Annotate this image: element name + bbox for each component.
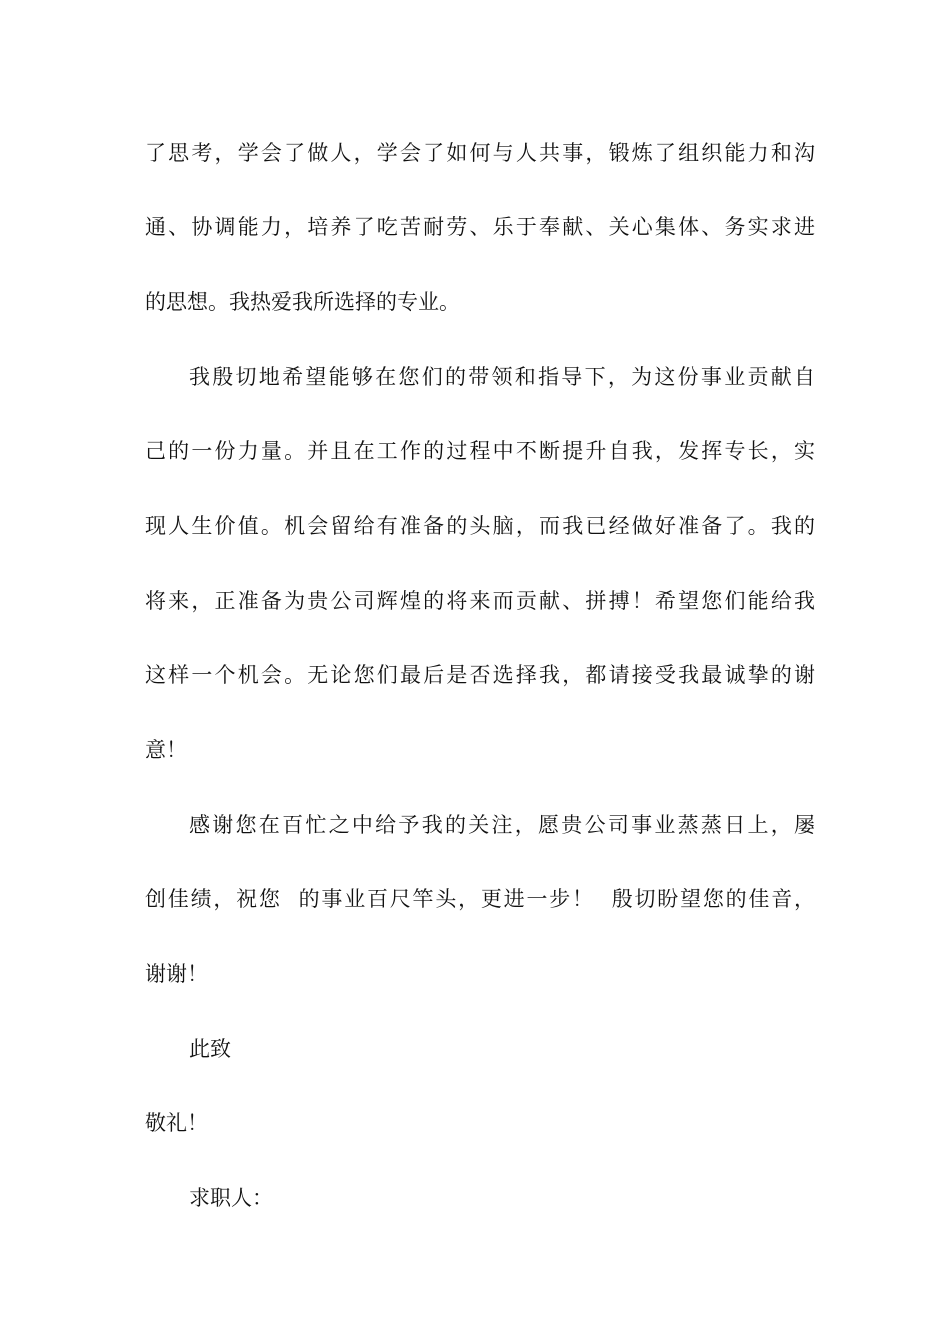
closing-regards: 敬礼！ [145,1111,208,1135]
paragraph-line: 现人生价值。机会留给有准备的头脑，而我已经做好准备了。我的 [145,514,815,538]
paragraph-line: 通、协调能力，培养了吃苦耐劳、乐于奉献、关心集体、务实求进 [145,215,815,239]
paragraph-line: 这样一个机会。无论您们最后是否选择我，都请接受我最诚挚的谢 [145,663,815,687]
paragraph-line: 了思考，学会了做人，学会了如何与人共事，锻炼了组织能力和沟 [145,141,815,165]
paragraph-line: 的思想。我热爱我所选择的专业。 [145,290,460,314]
paragraph-line: 意！ [145,738,187,762]
paragraph-line: 感谢您在百忙之中给予我的关注，愿贵公司事业蒸蒸日上，屡 [189,813,815,837]
closing-salutation: 此致 [189,1037,231,1061]
paragraph-line: 将来，正准备为贵公司辉煌的将来而贡献、拼搏！希望您们能给我 [145,589,815,613]
paragraph-line: 我殷切地希望能够在您们的带领和指导下，为这份事业贡献自 [189,365,815,389]
paragraph-line: 谢谢！ [145,962,208,986]
applicant-signature-label: 求职人： [189,1186,273,1210]
paragraph-line: 创佳绩，祝您 的事业百尺竿头，更进一步！ 殷切盼望您的佳音， [145,887,815,911]
paragraph-line: 己的一份力量。并且在工作的过程中不断提升自我，发挥专长，实 [145,439,815,463]
